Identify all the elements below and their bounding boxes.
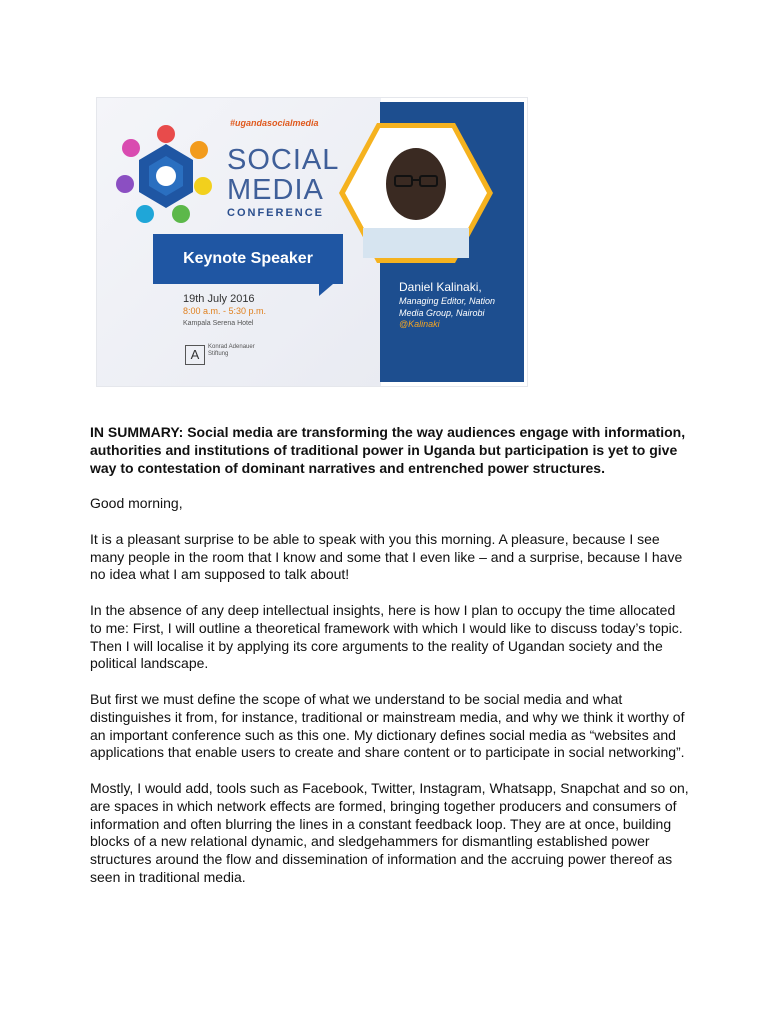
keynote-bubble-tail [319, 284, 333, 296]
conference-title-social: SOCIAL [227, 144, 340, 176]
conference-title-media: MEDIA [227, 174, 324, 206]
speaker-handle: @Kalinaki [399, 319, 440, 329]
event-time: 8:00 a.m. - 5:30 p.m. [183, 306, 267, 316]
paragraph-plan: In the absence of any deep intellectual insights, here is how I plan to occupy the time allocated to me: First, I will outline a theoretical framework with which I would like to discuss today’s topic. Then I will localise it by applying its core arguments to the reality of Ugandan society and the political landscape. [90, 601, 683, 672]
conference-logo-icon [111, 120, 221, 230]
event-venue: Kampala Serena Hotel [183, 320, 254, 327]
sponsor-name: Konrad Adenauer Stiftung [208, 344, 255, 357]
speaker-title: Managing Editor, Nation Media Group, Nairobi [399, 296, 496, 318]
paragraph-tools: Mostly, I would add, tools such as Facebook, Twitter, Instagram, Whatsapp, Snapchat and so on, are spaces in which network effects are formed, bringing together producers and consumers of information and often blurring the lines in a constant feedback loop. They are at once, building blocks of a new relational dynamic, and sledgehammers for dismantling established power structures around the flow and dissemination of information and the accruing power thereof as seen in traditional media. [90, 779, 689, 885]
article-summary: IN SUMMARY: Social media are transforming the way audiences engage with information, authorities and institutions of traditional power in Uganda but participation is yet to give way to contestation of dominant narratives and entrenched power structures. [90, 424, 686, 476]
sponsor-logo-icon: A [185, 345, 205, 365]
article-body [90, 424, 690, 905]
event-date: 19th July 2016 [183, 293, 255, 305]
conference-banner-image [96, 97, 528, 387]
paragraph-intro: It is a pleasant surprise to be able to speak with you this morning. A pleasure, because I see many people in the room that I know and some that I even like – and a surprise, because I have no idea what I am supposed to talk about! [90, 530, 683, 583]
speaker-name: Daniel Kalinaki, [399, 280, 482, 294]
conference-hashtag: #ugandasocialmedia [230, 118, 319, 128]
speaker-photo-hexagon [333, 118, 499, 268]
keynote-speaker-label: Keynote Speaker [153, 234, 343, 284]
conference-title-conference: CONFERENCE [227, 207, 325, 219]
paragraph-greeting: Good morning, [90, 495, 183, 512]
paragraph-definition: But first we must define the scope of what we understand to be social media and what distinguishes it from, for instance, traditional or mainstream media, and why we think it worthy of an important conference such as this one. My dictionary defines social media as “websites and applications that enable users to create and share content or to participate in social networking”. [90, 690, 685, 761]
